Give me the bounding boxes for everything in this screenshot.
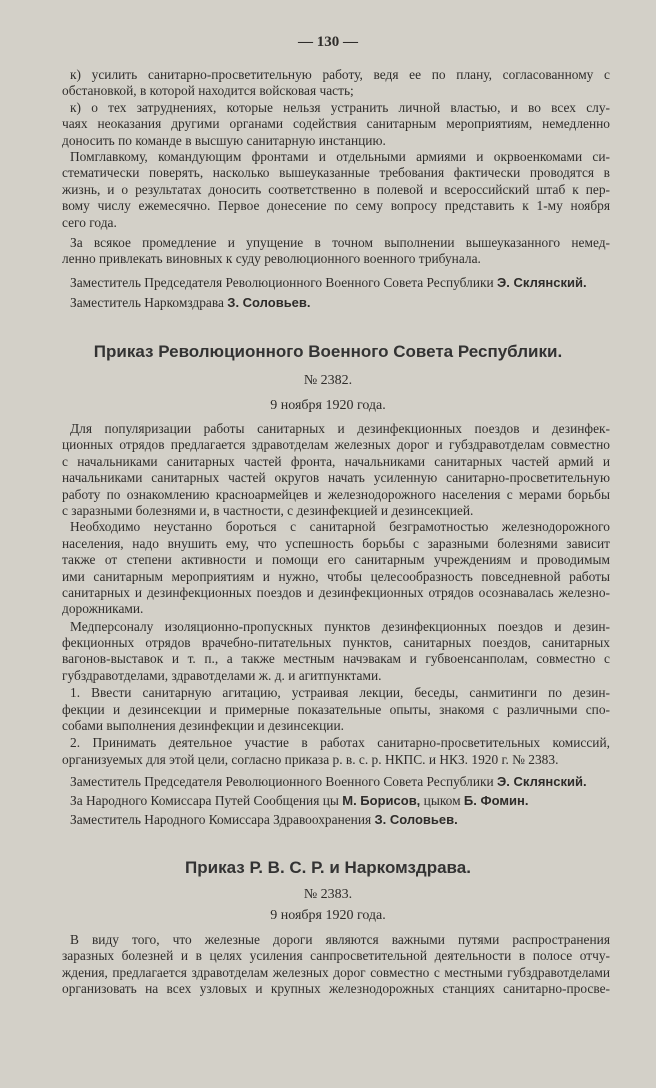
text-line: Для популяризации работы санитарных и дезинфекционных поездов и дезинфек- xyxy=(70,421,610,436)
order-2382-text xyxy=(62,421,610,768)
text-line: чаях неоказания другими органами содействия санитарным мероприятиям, немедленно xyxy=(62,116,610,132)
order-2382-number: № 2382. xyxy=(303,373,353,388)
text-line: также от степени активности и помощи его санитарным учреждениям и проводимым xyxy=(62,552,610,568)
order-2383-number: № 2383. xyxy=(303,887,353,902)
text-line: За всякое промедление и упущение в точном выполнении вышеуказанного немед- xyxy=(70,234,610,250)
text-line: доносить по команде в высшую санитарную инстанцию. xyxy=(62,132,386,148)
text-line: организуемых для этой цели, согласно приказа р. в. с. р. НКПС. и НКЗ. 1920 г. № 2383. xyxy=(62,751,559,767)
text-line: с начальниками санитарных частей фронта, начальниками санитарных частей армий и xyxy=(62,453,610,469)
text-line: фекционных отрядов врачебно-питательных пунктов, санитарных поездов, санитарных xyxy=(62,635,610,651)
text-line: Помглавкому, командующим фронтами и отдельными армиями и окрвоенкомами си- xyxy=(70,148,610,164)
text-line: к) усилить санитарно-просветительную работу, ведя ее по плану, согласованному с xyxy=(70,67,610,82)
text-line: вому числу ежемесячно. Первое донесение по сему вопросу представить к 1-му ноября xyxy=(62,198,610,214)
signature-name: Б. Фомин. xyxy=(463,793,529,808)
order-2383-text xyxy=(62,932,610,998)
text-line: вагонов-выставок и т. п., а также местным начэвакам и губвоенсанполам, совместно с xyxy=(62,651,610,667)
order-2382-date: 9 ноября 1920 года. xyxy=(270,398,386,413)
text-line: В виду того, что железные дороги являются важными путями распространения xyxy=(70,932,610,947)
text-line: губздравотделами, здравотделами ж. д. и агитпунктами. xyxy=(62,667,382,683)
text-line: с заразными болезнями и, в частности, с дезинфекцией и дезинсекцией. xyxy=(62,502,474,518)
text-line: сего года. xyxy=(62,214,117,230)
signature-name: М. Борисов, xyxy=(342,793,421,808)
text-line: работу по ознакомлению красноармейцев и железнодорожного населения с мерами борьбы xyxy=(62,486,610,502)
order-2383-date: 9 ноября 1920 года. xyxy=(270,908,386,923)
text-line: собами выполнения дезинфекции и дезинсекции. xyxy=(62,718,344,734)
text-line: стематически поверять, насколько вышеуказанные требования фактически проводятся в xyxy=(62,165,610,181)
text-line: 1. Ввести санитарную агитацию, устраивая лекции, беседы, санмитинги по дезин- xyxy=(70,685,610,701)
signature-1 xyxy=(70,275,587,291)
signature-title: Заместитель Наркомздрава xyxy=(70,295,224,310)
text-line: ционных отрядов предлагается здравотделам железных дорог и губздравотделам совместно xyxy=(62,437,610,453)
signature-name: З. Соловьев. xyxy=(227,295,311,310)
text-line: санитарных и дезинфекционных поездов и дезинфекционных отрядов осознавалась железно- xyxy=(62,584,610,600)
text-line: к) о тех затруднениях, которые нельзя устранить личной властью, и во всех слу- xyxy=(70,99,610,115)
order-2382-heading: Приказ Революционного Военного Совета Республики. xyxy=(93,342,563,361)
text-line: Необходимо неустанно бороться с санитарной безграмотностью железнодорожного xyxy=(70,519,610,535)
signature-3 xyxy=(70,774,587,790)
text-line: ждения, предлагается здравотделам железных дорог совместно с местными губздравотделами xyxy=(62,964,610,980)
text-line: начальниками санитарных частей округов начать усиленную санитарно-просветительную xyxy=(62,470,610,486)
signature-4 xyxy=(70,793,528,809)
text-line: ленно привлекать виновных к суду революционного военного трибунала. xyxy=(62,251,481,267)
signature-2 xyxy=(70,295,311,311)
signature-name: Э. Склянский. xyxy=(497,774,587,789)
text-line: Медперсоналу изоляционно-пропускных пунктов дезинфекционных поездов и дезин- xyxy=(70,618,610,634)
signature-title: Заместитель Председателя Революционного Военного Совета Республики xyxy=(70,774,494,789)
page-number: — 130 — xyxy=(298,34,358,50)
order-2383-heading: Приказ Р. В. С. Р. и Наркомздрава. xyxy=(185,858,471,877)
signature-title: цыком xyxy=(423,793,461,808)
text-line: организовать на всех узловых и крупных железнодорожных станциях санитарно-просве- xyxy=(62,981,610,997)
signature-title: За Народного Комиссара Путей Сообщения цы xyxy=(70,793,339,808)
text-line: 2. Принимать деятельное участие в работах санитарно-просветительных комиссий, xyxy=(70,735,610,751)
signature-title: Заместитель Председателя Революционного Военного Совета Республики xyxy=(70,275,494,290)
text-line: жизнь, и о результатах доносить соответственно в полевой и всероссийский штаб к пер- xyxy=(62,181,610,197)
text-line: обстановкой, в которой находится войсковая часть; xyxy=(62,83,354,99)
signature-title: Заместитель Народного Комиссара Здравоохранения xyxy=(70,812,372,827)
text-line: дорожниками. xyxy=(62,601,144,617)
signature-name: З. Соловьев. xyxy=(374,812,458,827)
text-line: заразных болезней и в целях усиления санпросветительной деятельности в полосе отчу- xyxy=(62,948,610,964)
section1-text xyxy=(62,67,610,268)
text-line: населения, надо внушить ему, что успешность борьбы с заразными болезнями зависит xyxy=(62,535,610,551)
signature-name: Э. Склянский. xyxy=(497,275,587,290)
text-line: фекции и дезинсекции и примерные показательные опыты, знакомя с различными спо- xyxy=(62,701,610,717)
text-line: ими санитарным мероприятиям и нужно, чтобы целесообразность повседневной работы xyxy=(62,568,610,584)
signature-5 xyxy=(70,812,458,828)
